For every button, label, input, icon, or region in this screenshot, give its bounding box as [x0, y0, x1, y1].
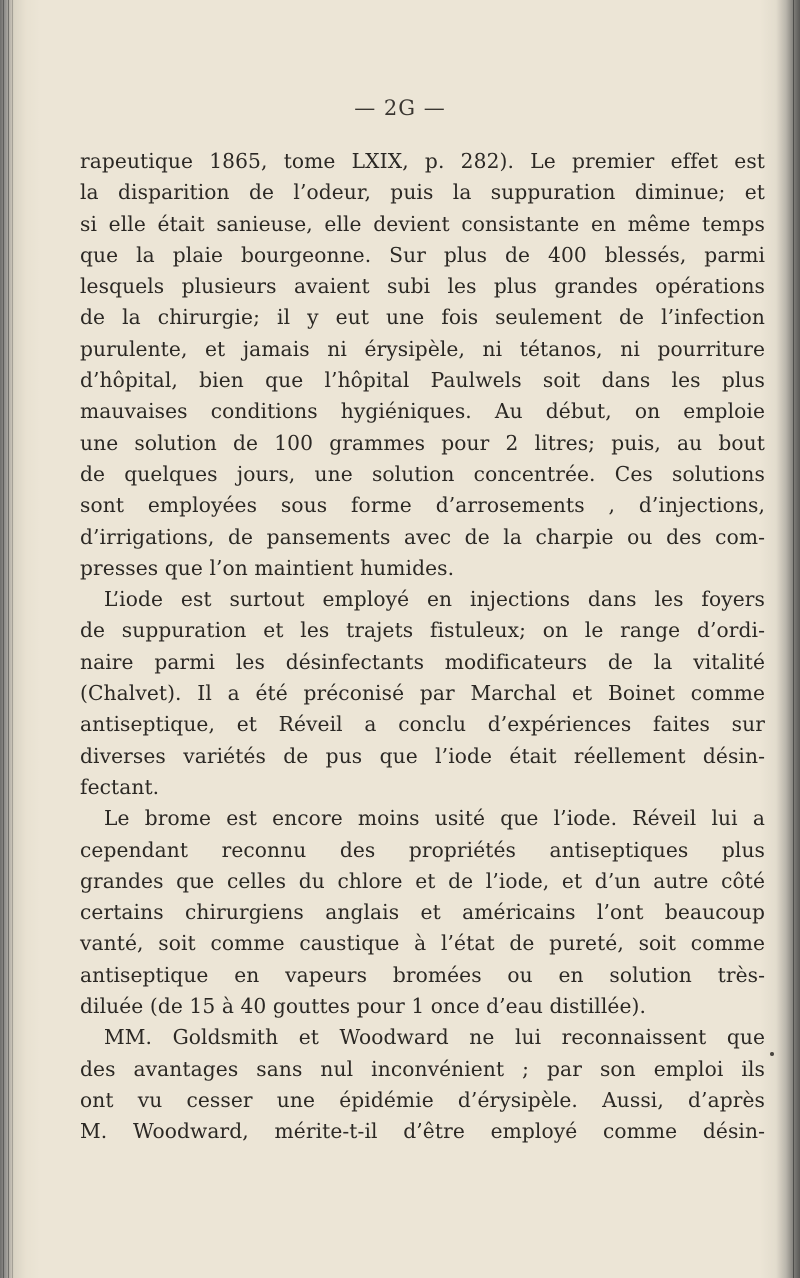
text-line: grandes que celles du chlore et de l’iode, et d’un autre côté [80, 868, 765, 893]
text-line: de quelques jours, une solution concentrée. Ces solutions [80, 461, 765, 486]
binding-edge-line [8, 0, 9, 1278]
text-line: MM. Goldsmith et Woodward ne lui reconnaissent que [104, 1025, 765, 1050]
text-line: Le brome est encore moins usité que l’iode. Réveil lui a [104, 806, 765, 831]
text-line: mauvaises conditions hygiéniques. Au début, on emploie [80, 399, 765, 424]
text-line: (Chalvet). Il a été préconisé par Marchal et Boinet comme [80, 681, 765, 706]
page-number: — 2G — [354, 96, 446, 120]
text-line: diluée (de 15 à 40 gouttes pour 1 once d’eau distillée). [80, 994, 646, 1019]
text-line: de suppuration et les trajets fistuleux; on le range d’ordi- [80, 618, 765, 643]
text-line: antiseptique en vapeurs bromées ou en solution très- [80, 962, 765, 987]
text-line: purulente, et jamais ni érysipèle, ni tétanos, ni pourriture [80, 336, 765, 361]
text-line: certains chirurgiens anglais et américains l’ont beaucoup [80, 900, 765, 925]
text-line: ont vu cesser une épidémie d’érysipèle. Aussi, d’après [80, 1087, 765, 1112]
text-line: que la plaie bourgeonne. Sur plus de 400 blessés, parmi [80, 242, 765, 267]
text-line: de la chirurgie; il y eut une fois seulement de l’infection [80, 305, 765, 330]
text-line: M. Woodward, mérite-t-il d’être employé comme désin- [80, 1119, 765, 1144]
text-line: la disparition de l’odeur, puis la suppuration diminue; et [80, 180, 765, 205]
text-line: des avantages sans nul inconvénient ; par son emploi ils [80, 1056, 765, 1081]
text-line: antiseptique, et Réveil a conclu d’expériences faites sur [80, 712, 765, 737]
binding-edge-line [12, 0, 13, 1278]
text-line: vanté, soit comme caustique à l’état de pureté, soit comme [80, 931, 765, 956]
binding-edge-line [3, 0, 4, 1278]
text-line: lesquels plusieurs avaient subi les plus grandes opérations [80, 274, 765, 299]
text-line: fectant. [80, 774, 160, 799]
text-line: si elle était sanieuse, elle devient consistante en même temps [80, 211, 765, 236]
text-line: presses que l’on maintient humides. [80, 555, 455, 580]
text-line: naire parmi les désinfectants modificateurs de la vitalité [80, 649, 765, 674]
text-line: cependant reconnu des propriétés antiseptiques plus [80, 837, 765, 862]
text-line: sont employées sous forme d’arrosements , d’injections, [80, 493, 765, 518]
ink-speck [770, 1052, 774, 1056]
text-line: L’iode est surtout employé en injections dans les foyers [104, 587, 765, 612]
page-edge-line [793, 0, 794, 1278]
text-line: diverses variétés de pus que l’iode était réellement désin- [80, 743, 765, 768]
text-line: d’hôpital, bien que l’hôpital Paulwels soit dans les plus [80, 368, 765, 393]
text-line: rapeutique 1865, tome LXIX, p. 282). Le premier effet est [80, 149, 765, 173]
text-line: une solution de 100 grammes pour 2 litres; puis, au bout [80, 430, 765, 455]
text-line: d’irrigations, de pansements avec de la charpie ou des com- [80, 524, 765, 549]
body-text [80, 146, 765, 1148]
